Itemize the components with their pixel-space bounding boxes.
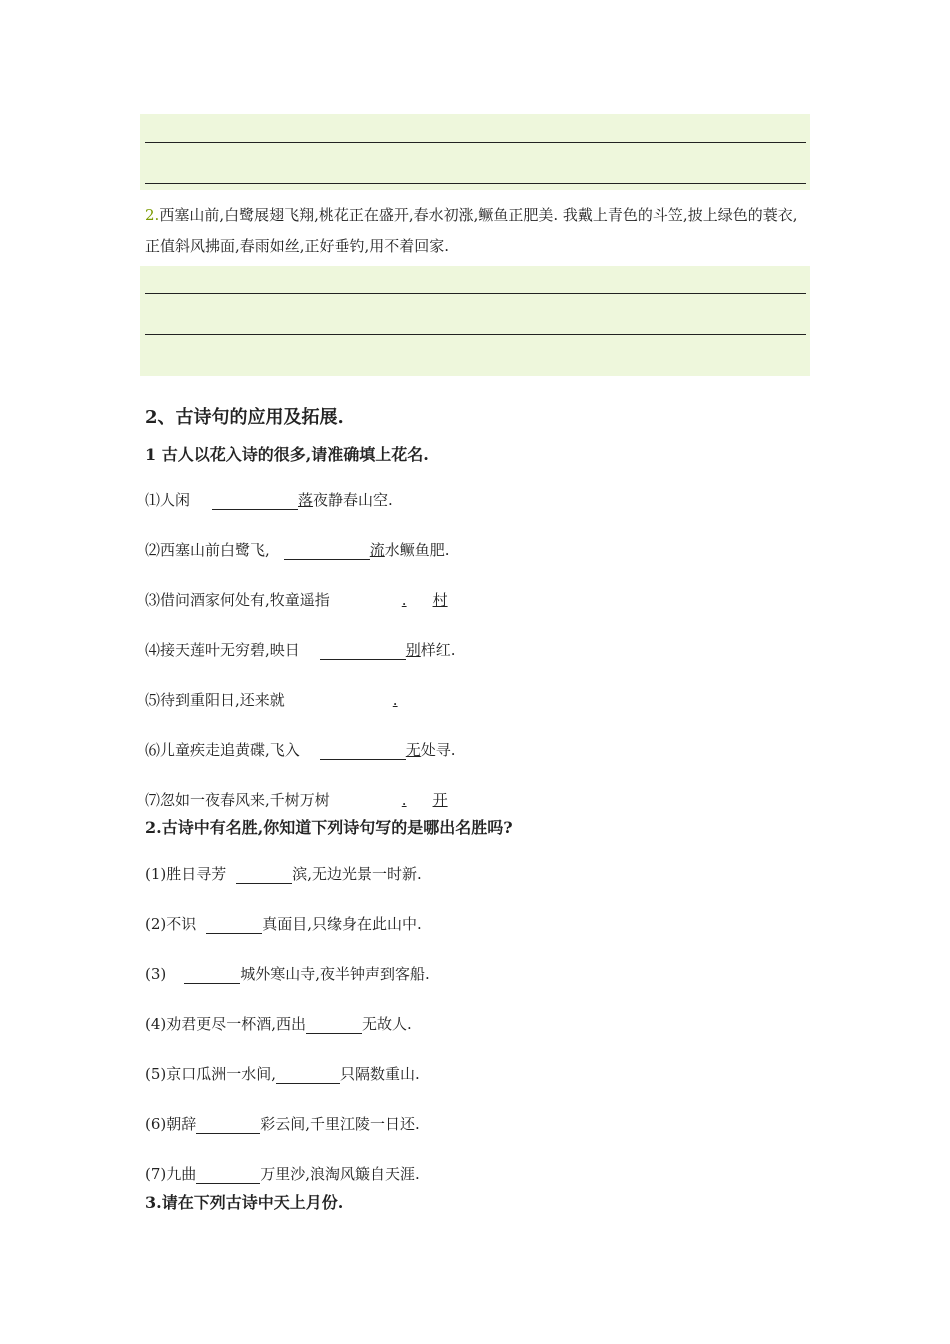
answer-blank[interactable]: [236, 866, 292, 884]
item-text: ⑸待到重阳日,还来就: [145, 691, 285, 709]
fill-item: [145, 640, 456, 660]
item-text: ⑶借问酒家何处有,牧童遥指: [145, 591, 330, 609]
answer-line: [145, 334, 806, 335]
translation-paragraph: [145, 200, 811, 262]
answer-line: [145, 183, 806, 184]
item-text: 滨,无边光景一时新.: [292, 865, 422, 883]
item-text: (6)朝辞: [145, 1115, 197, 1133]
fill-item: [145, 790, 448, 810]
item-text: 只隔数重山.: [340, 1065, 420, 1083]
item-text: (5)京口瓜洲一水间,: [145, 1065, 277, 1083]
fill-item: [145, 590, 448, 610]
fill-item: [145, 1114, 420, 1134]
answer-blank[interactable]: [320, 742, 406, 760]
fill-item: [145, 864, 422, 884]
item-text: (1)胜日寻芳: [145, 865, 227, 883]
fill-item: [145, 690, 410, 710]
answer-area-1: [140, 114, 810, 190]
answer-blank[interactable]: [196, 1116, 260, 1134]
item-text: 落: [298, 491, 314, 509]
fill-item: [145, 1014, 412, 1034]
answer-blank[interactable]: [320, 642, 406, 660]
item-text: ⑷接天莲叶无穷碧,映日: [145, 641, 300, 659]
question-title: 1 古人以花入诗的很多,请准确填上花名.: [145, 445, 429, 464]
fill-item: [145, 914, 422, 934]
item-text: 万里沙,浪淘风簸自天涯.: [260, 1165, 420, 1183]
answer-blank[interactable]: [206, 916, 262, 934]
answer-line: [145, 293, 806, 294]
item-text: (7)九曲: [145, 1165, 197, 1183]
answer-blank[interactable]: [184, 966, 240, 984]
item-text: 城外寒山寺,夜半钟声到客船.: [240, 965, 430, 983]
item-text: 处寻.: [420, 741, 456, 759]
item-text: ⑵西塞山前白鹭飞,: [145, 541, 270, 559]
answer-blank[interactable]: [284, 542, 370, 560]
item-text: (4)劝君更尽一杯酒,西出: [145, 1015, 307, 1033]
item-text: 真面目,只缘身在此山中.: [262, 915, 422, 933]
answer-line: [145, 142, 806, 143]
item-text: ⑴人闲: [145, 491, 191, 509]
question-title: 3.请在下列古诗中天上月份.: [145, 1193, 344, 1212]
fill-item: [145, 540, 450, 560]
item-text: ⑺忽如一夜春风来,千树万树: [145, 791, 330, 809]
fill-item: [145, 490, 393, 510]
item-number: 2.: [145, 206, 160, 224]
item-text: 流: [369, 541, 385, 559]
answer-blank[interactable]: [196, 1166, 260, 1184]
item-text: 彩云间,千里江陵一日还.: [260, 1115, 420, 1133]
answer-blank[interactable]: . 村: [401, 591, 448, 609]
answer-blank[interactable]: . 开: [401, 791, 448, 809]
question-title: 2.古诗中有名胜,你知道下列诗句写的是哪出名胜吗?: [145, 818, 513, 837]
fill-item: [145, 1064, 420, 1084]
answer-blank[interactable]: .: [392, 691, 398, 709]
item-text: 样红.: [420, 641, 456, 659]
item-text: ⑹儿童疾走追黄碟,飞入: [145, 741, 300, 759]
fill-item: [145, 740, 456, 760]
answer-blank[interactable]: [212, 492, 298, 510]
section-title: 2、古诗句的应用及拓展.: [145, 407, 344, 428]
answer-area-2: [140, 266, 810, 376]
translation-text: 西塞山前,白鹭展翅飞翔,桃花正在盛开,春水初涨,鳜鱼正肥美. 我戴上青色的斗笠,披上绿色的蓑衣,正值斜风拂面,春雨如丝,正好垂钓,用不着回家.: [145, 206, 798, 255]
item-text: (3): [145, 965, 167, 983]
item-text: 水鳜鱼肥.: [384, 541, 450, 559]
item-text: 无: [405, 741, 421, 759]
item-text: 无故人.: [362, 1015, 412, 1033]
answer-blank[interactable]: [276, 1066, 340, 1084]
item-text: 夜静春山空.: [313, 491, 393, 509]
fill-item: [145, 1164, 420, 1184]
item-text: 别: [405, 641, 421, 659]
item-text: (2)不识: [145, 915, 197, 933]
answer-blank[interactable]: [306, 1016, 362, 1034]
fill-item: [145, 964, 430, 984]
